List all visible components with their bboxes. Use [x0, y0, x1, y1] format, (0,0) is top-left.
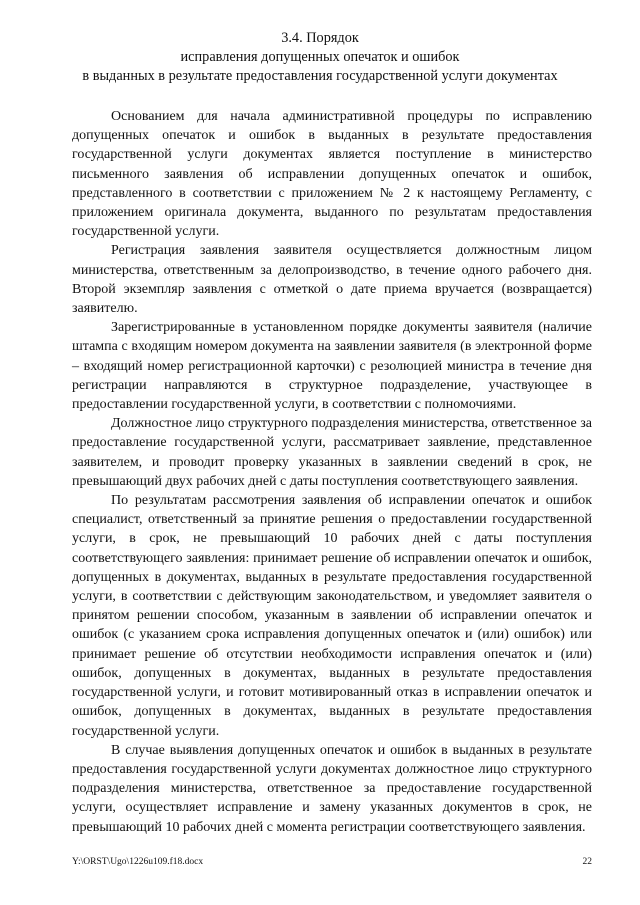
paragraph-correction: В случае выявления допущенных опечаток и ошибок в выданных в результате предоставления государственной услуги документах должностное лицо структурного подразделения министерства, ответственное за предоставление государственной услуги, осуществляет исправление и замену указанных документов в срок, не превышающий 10 рабочих дней с момента регистрации соответствующего заявления. [72, 742, 592, 835]
footer-file-path: Y:\ORST\Ugo\1226u109.f18.docx [72, 857, 204, 867]
paragraph-routing: Зарегистрированные в установленном порядке документы заявителя (наличие штампа с входящим номером документа на заявлении заявителя (в электронной форме – входящий номер регистрационной карточки) с резолюцией министра в течение дня регистрации направляются в структурное подразделение, участвующее в предоставлении государственной услуги, в соответствии с полномочиями. [72, 320, 592, 413]
heading-line-2: исправления допущенных опечаток и ошибок [180, 49, 460, 65]
paragraph-review: Должностное лицо структурного подразделения министерства, ответственное за предоставление государственной услуги, рассматривает заявление, представленное заявителем, и проводит проверку указанных в заявлении сведений в срок, не превышающий двух рабочих дней с даты поступления соответствующего заявления. [72, 416, 592, 489]
section-heading [40, 29, 600, 86]
paragraph-registration: Регистрация заявления заявителя осуществляется должностным лицом министерства, ответственным за делопроизводство, в течение одного рабочего дня. Второй экземпляр заявления с отметкой о дате приема вручается (возвращается) заявителю. [72, 243, 592, 317]
document-body [72, 107, 592, 837]
page-number: 22 [582, 857, 592, 867]
paragraph-basis: Основанием для начала административной процедуры по исправлению допущенных опечаток и ошибок в выданных в результате предоставления государственной услуги документах является поступление в министерство письменного заявления об исправлении допущенных опечаток и ошибок, представленного в соответствии с приложением № 2 к настоящему Регламенту, с приложением оригинала документа, выданного по результатам предоставления государственной услуги. [72, 109, 592, 240]
heading-line-1: 3.4. Порядок [281, 30, 359, 46]
heading-line-3: в выданных в результате предоставления государственной услуги документах [82, 68, 558, 84]
paragraph-decision: По результатам рассмотрения заявления об исправлении опечаток и ошибок специалист, ответственный за принятие решения о предоставлении государственной услуги, в срок, не превышающий 10 рабочих дней с даты поступления соответствующего заявления: принимает решение об исправлении опечаток и ошибок, допущенных в документах, выданных в результате предоставления государственной услуги, в соответствии с действующим законодательством, и уведомляет заявителя о принятом решении способом, указанным в заявлении об исправлении опечаток и ошибок (с указанием срока исправления допущенных опечаток и (или) ошибок) или принимает решение об отсутствии необходимости исправления опечаток и (или) ошибок, допущенных в документах, выданных в результате предоставления государственной услуги, и готовит мотивированный отказ в исправлении опечаток и ошибок, допущенных в документах, выданных в результате предоставления государственной услуги. [72, 493, 592, 739]
